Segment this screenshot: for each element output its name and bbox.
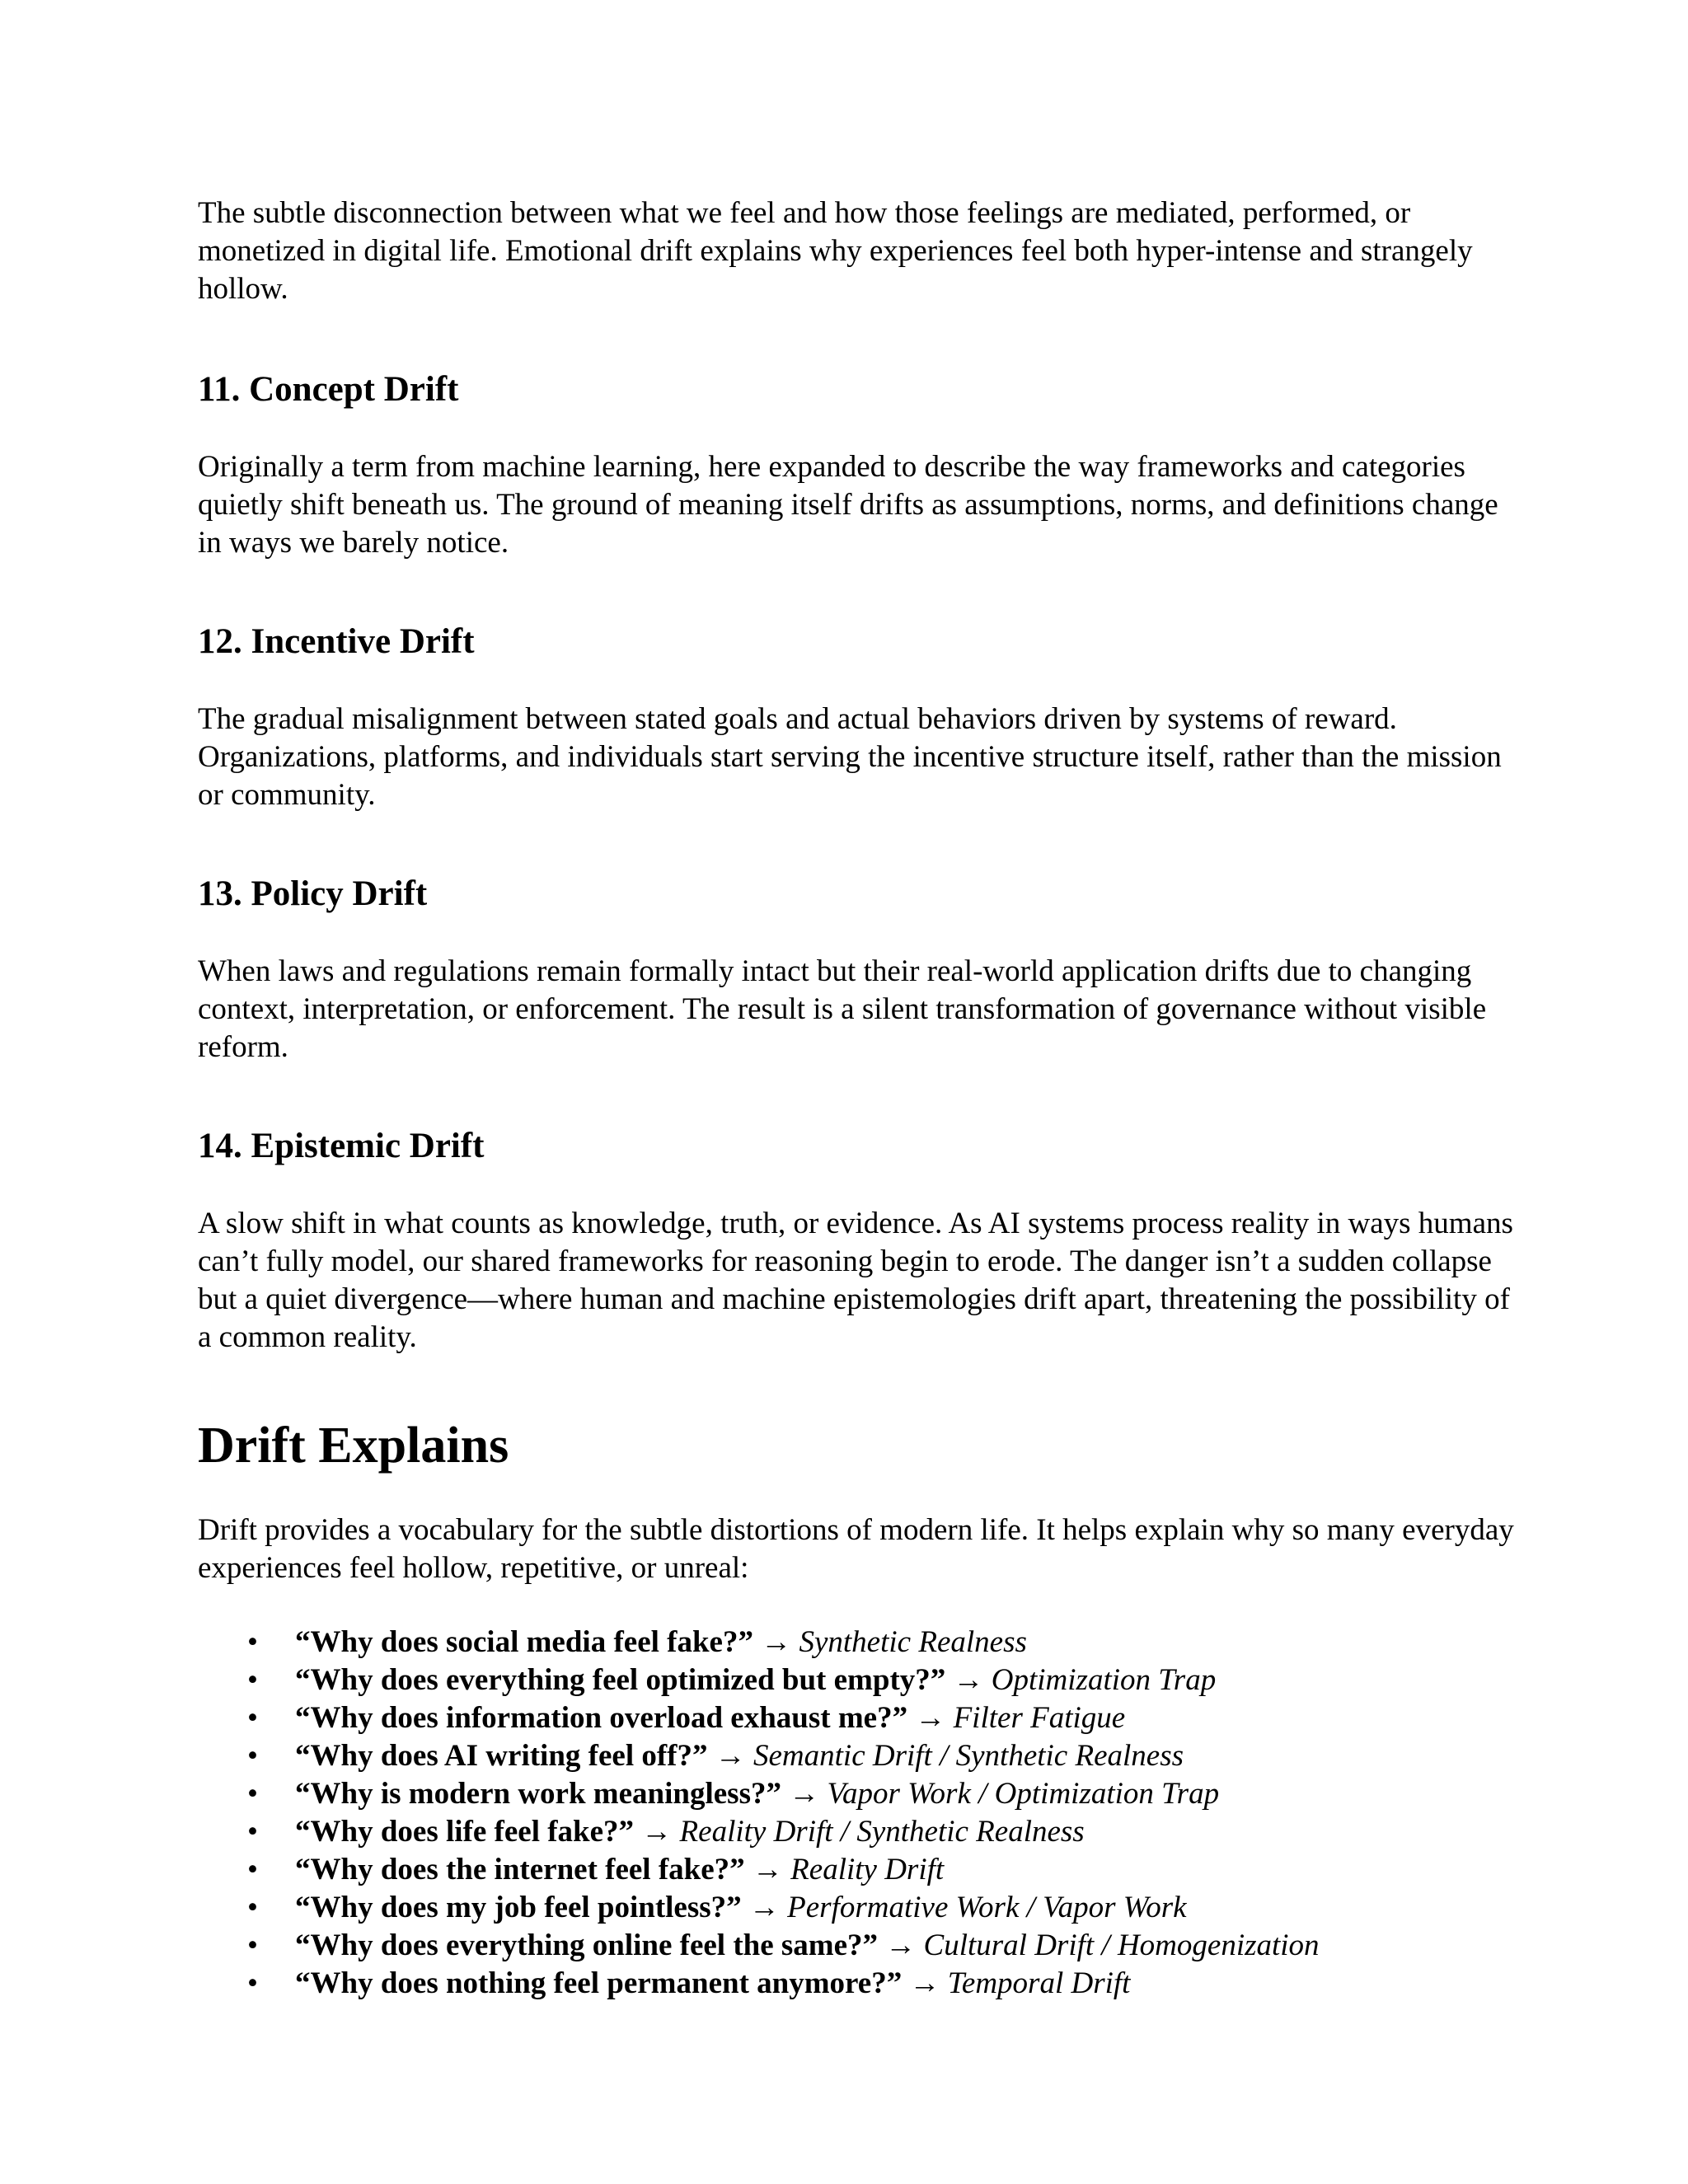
list-item-answer: Reality Drift (790, 1853, 945, 1886)
arrow-icon: → (715, 1739, 746, 1773)
list-item-question: “Why does my job feel pointless?” (295, 1891, 742, 1924)
list-item-answer: Synthetic Realness (799, 1625, 1027, 1659)
bullet-icon: • (247, 1966, 258, 2000)
drift-explains-heading: Drift Explains (198, 1418, 509, 1474)
section-body-incentive-drift: The gradual misalignment between stated goals and actual behaviors driven by systems of reward. Organizations, platforms, and individuals start serving the incentive structure itself, rather than the mission or community. (198, 702, 1502, 812)
list-item (198, 1851, 1517, 1889)
bullet-icon: • (247, 1625, 258, 1659)
list-item-question: “Why does everything feel optimized but empty?” (295, 1663, 946, 1697)
list-item (198, 1775, 1517, 1813)
list-item (198, 1927, 1517, 1965)
arrow-icon: → (909, 1966, 940, 2000)
section-body-concept-drift: Originally a term from machine learning, here expanded to describe the way frameworks and categories quietly shift beneath us. The ground of meaning itself drifts as assumptions, norms, and definitions change in ways we barely notice. (198, 450, 1498, 560)
list-item-answer: Semantic Drift / Synthetic Realness (753, 1739, 1184, 1773)
bullet-icon: • (247, 1929, 258, 1962)
bullet-icon: • (247, 1853, 258, 1886)
list-item-answer: Temporal Drift (947, 1966, 1131, 2000)
bullet-icon: • (247, 1739, 258, 1773)
arrow-icon: → (752, 1853, 783, 1886)
bullet-icon: • (247, 1891, 258, 1924)
drift-explains-list (198, 1624, 1517, 2003)
arrow-icon: → (953, 1663, 984, 1697)
arrow-icon: → (885, 1929, 917, 1962)
list-item-question: “Why does everything online feel the same?” (295, 1929, 879, 1962)
list-item (198, 1661, 1517, 1699)
arrow-icon: → (789, 1777, 820, 1811)
bullet-icon: • (247, 1777, 258, 1811)
list-item-question: “Why does life feel fake?” (295, 1815, 635, 1849)
arrow-icon: → (748, 1891, 780, 1924)
bullet-icon: • (247, 1815, 258, 1849)
list-item-question: “Why is modern work meaningless?” (295, 1777, 781, 1811)
drift-explains-body: Drift provides a vocabulary for the subtle distortions of modern life. It helps explain why so many everyday experiences feel hollow, repetitive, or unreal: (198, 1513, 1514, 1585)
list-item (198, 1737, 1517, 1775)
list-item (198, 1965, 1517, 2003)
document-page (198, 194, 1517, 2003)
list-item-question: “Why does AI writing feel off?” (295, 1739, 708, 1773)
list-item-answer: Optimization Trap (991, 1663, 1217, 1697)
list-item-answer: Reality Drift / Synthetic Realness (679, 1815, 1085, 1849)
section-heading-concept-drift: 11. Concept Drift (198, 370, 459, 409)
list-item-answer: Performative Work / Vapor Work (787, 1891, 1187, 1924)
section-heading-incentive-drift: 12. Incentive Drift (198, 622, 475, 661)
list-item-answer: Filter Fatigue (953, 1701, 1126, 1735)
arrow-icon: → (761, 1625, 792, 1659)
intro-paragraph: The subtle disconnection between what we feel and how those feelings are mediated, performed, or monetized in digital life. Emotional drift explains why experiences feel both hyper-intense and strangely hollow. (198, 196, 1473, 306)
list-item-answer: Cultural Drift / Homogenization (923, 1929, 1320, 1962)
bullet-icon: • (247, 1701, 258, 1735)
list-item-question: “Why does the internet feel fake?” (295, 1853, 745, 1886)
list-item-question: “Why does nothing feel permanent anymore?” (295, 1966, 903, 2000)
list-item (198, 1813, 1517, 1851)
list-item (198, 1699, 1517, 1737)
section-body-policy-drift: When laws and regulations remain formally intact but their real-world application drifts due to changing context, interpretation, or enforcement. The result is a silent transformation of governance without visible reform. (198, 954, 1487, 1064)
bullet-icon: • (247, 1663, 258, 1697)
list-item-question: “Why does information overload exhaust me?” (295, 1701, 908, 1735)
list-item-question: “Why does social media feel fake?” (295, 1625, 753, 1659)
list-item-answer: Vapor Work / Optimization Trap (827, 1777, 1220, 1811)
section-body-epistemic-drift: A slow shift in what counts as knowledge, truth, or evidence. As AI systems process reality in ways humans can’t fully model, our shared frameworks for reasoning begin to erode. The danger isn’t a sudden collapse but a quiet divergence—where human and machine epistemologies drift apart, threatening the possibility of a common reality. (198, 1207, 1513, 1354)
section-heading-policy-drift: 13. Policy Drift (198, 874, 428, 913)
section-heading-epistemic-drift: 14. Epistemic Drift (198, 1127, 485, 1165)
list-item (198, 1889, 1517, 1927)
arrow-icon: → (915, 1701, 946, 1735)
list-item (198, 1624, 1517, 1661)
arrow-icon: → (641, 1815, 673, 1849)
